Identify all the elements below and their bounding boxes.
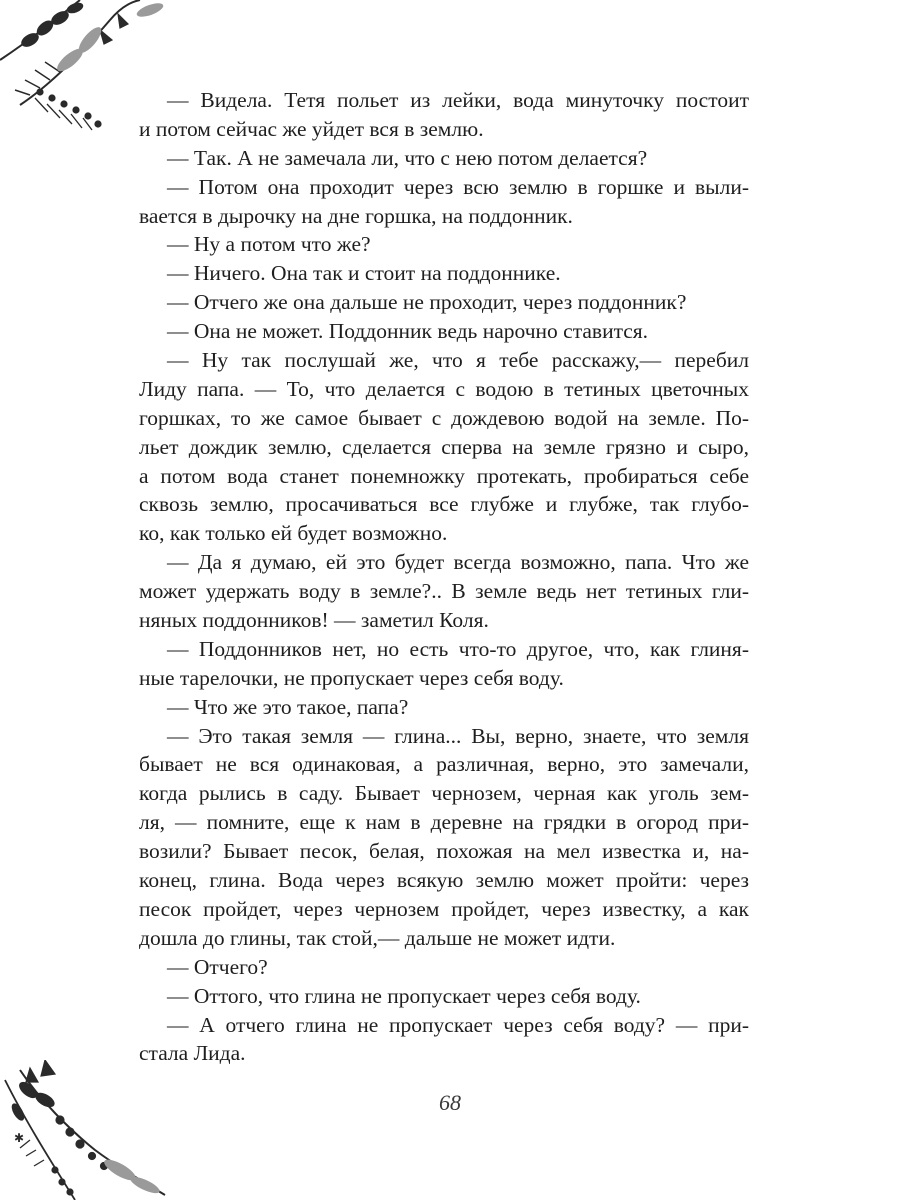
text-line: и потом сейчас же уйдет вся в землю. [139, 116, 484, 141]
text-line: может удержать воду в земле?.. В земле ведь нет тетиных гли- [139, 579, 749, 604]
text-line: няных поддонников! — заметил Коля. [139, 608, 489, 633]
text-body [139, 86, 749, 1068]
text-line: — Это такая земля — глина... Вы, верно, знаете, что земля [167, 723, 749, 748]
text-line: конец, глина. Вода через всякую землю может пройти: через [139, 868, 749, 893]
text-line: — Она не может. Поддонник ведь нарочно ставится. [167, 319, 649, 344]
text-line: — Что же это такое, папа? [167, 694, 409, 719]
page-number: 68 [439, 1090, 461, 1115]
text-line: бывает не вся одинаковая, а различная, верно, это замечали, [139, 752, 749, 777]
text-line: — Ну а потом что же? [167, 232, 371, 257]
text-line: ные тарелочки, не пропускает через себя воду. [139, 665, 564, 690]
text-line: — Да я думаю, ей это будет всегда возможно, папа. Что же [167, 550, 749, 575]
text-line: — Отчего же она дальше не проходит, через поддонник? [167, 290, 687, 315]
text-line: ля, — помните, еще к нам в деревне на грядки в огород при- [139, 810, 749, 835]
text-line: — Потом она проходит через всю землю в горшке и выли- [167, 174, 749, 199]
text-line: а потом вода станет понемножку протекать, пробираться себе [139, 463, 749, 488]
text-line: возили? Бывает песок, белая, похожая на мел известка и, на- [139, 839, 749, 864]
text-line: — Ничего. Она так и стоит на поддоннике. [167, 261, 561, 286]
text-line: стала Лида. [139, 1041, 246, 1066]
svg-text:✱: ✱ [14, 1131, 25, 1145]
text-line: — Ну так послушай же, что я тебе расскажу,— перебил [167, 348, 749, 373]
text-line: — Отчего? [167, 954, 268, 979]
text-line: — Оттого, что глина не пропускает через себя воду. [167, 983, 641, 1008]
text-line: Лиду папа. — То, что делается с водою в тетиных цветочных [139, 376, 749, 401]
text-line: — А отчего глина не пропускает через себя воду? — при- [167, 1012, 749, 1037]
text-line: дошла до глины, так стой,— дальше не может идти. [139, 925, 616, 950]
text-line: сквозь землю, просачиваться все глубже и глубже, так глубо- [139, 492, 749, 517]
text-line: вается в дырочку на дне горшка, на поддонник. [139, 203, 573, 228]
text-line: — Видела. Тетя польет из лейки, вода минуточку постоит [167, 88, 749, 112]
floral-ornament-bottom-icon [0, 1060, 170, 1200]
text-line: ко, как только ей будет возможно. [139, 521, 448, 546]
text-line: — Поддонников нет, но есть что-то другое, что, как глиня- [167, 636, 749, 661]
text-line: льет дождик землю, сделается сперва на земле грязно и сыро, [139, 434, 749, 459]
text-line: — Так. А не замечала ли, что с нею потом делается? [167, 145, 648, 170]
text-line: горшках, то же самое бывает с дождевою водой на земле. По- [139, 405, 749, 430]
text-line: когда рылись в саду. Бывает чернозем, черная как уголь зем- [139, 781, 749, 806]
text-line: песок пройдет, через чернозем пройдет, через известку, а как [139, 896, 749, 921]
